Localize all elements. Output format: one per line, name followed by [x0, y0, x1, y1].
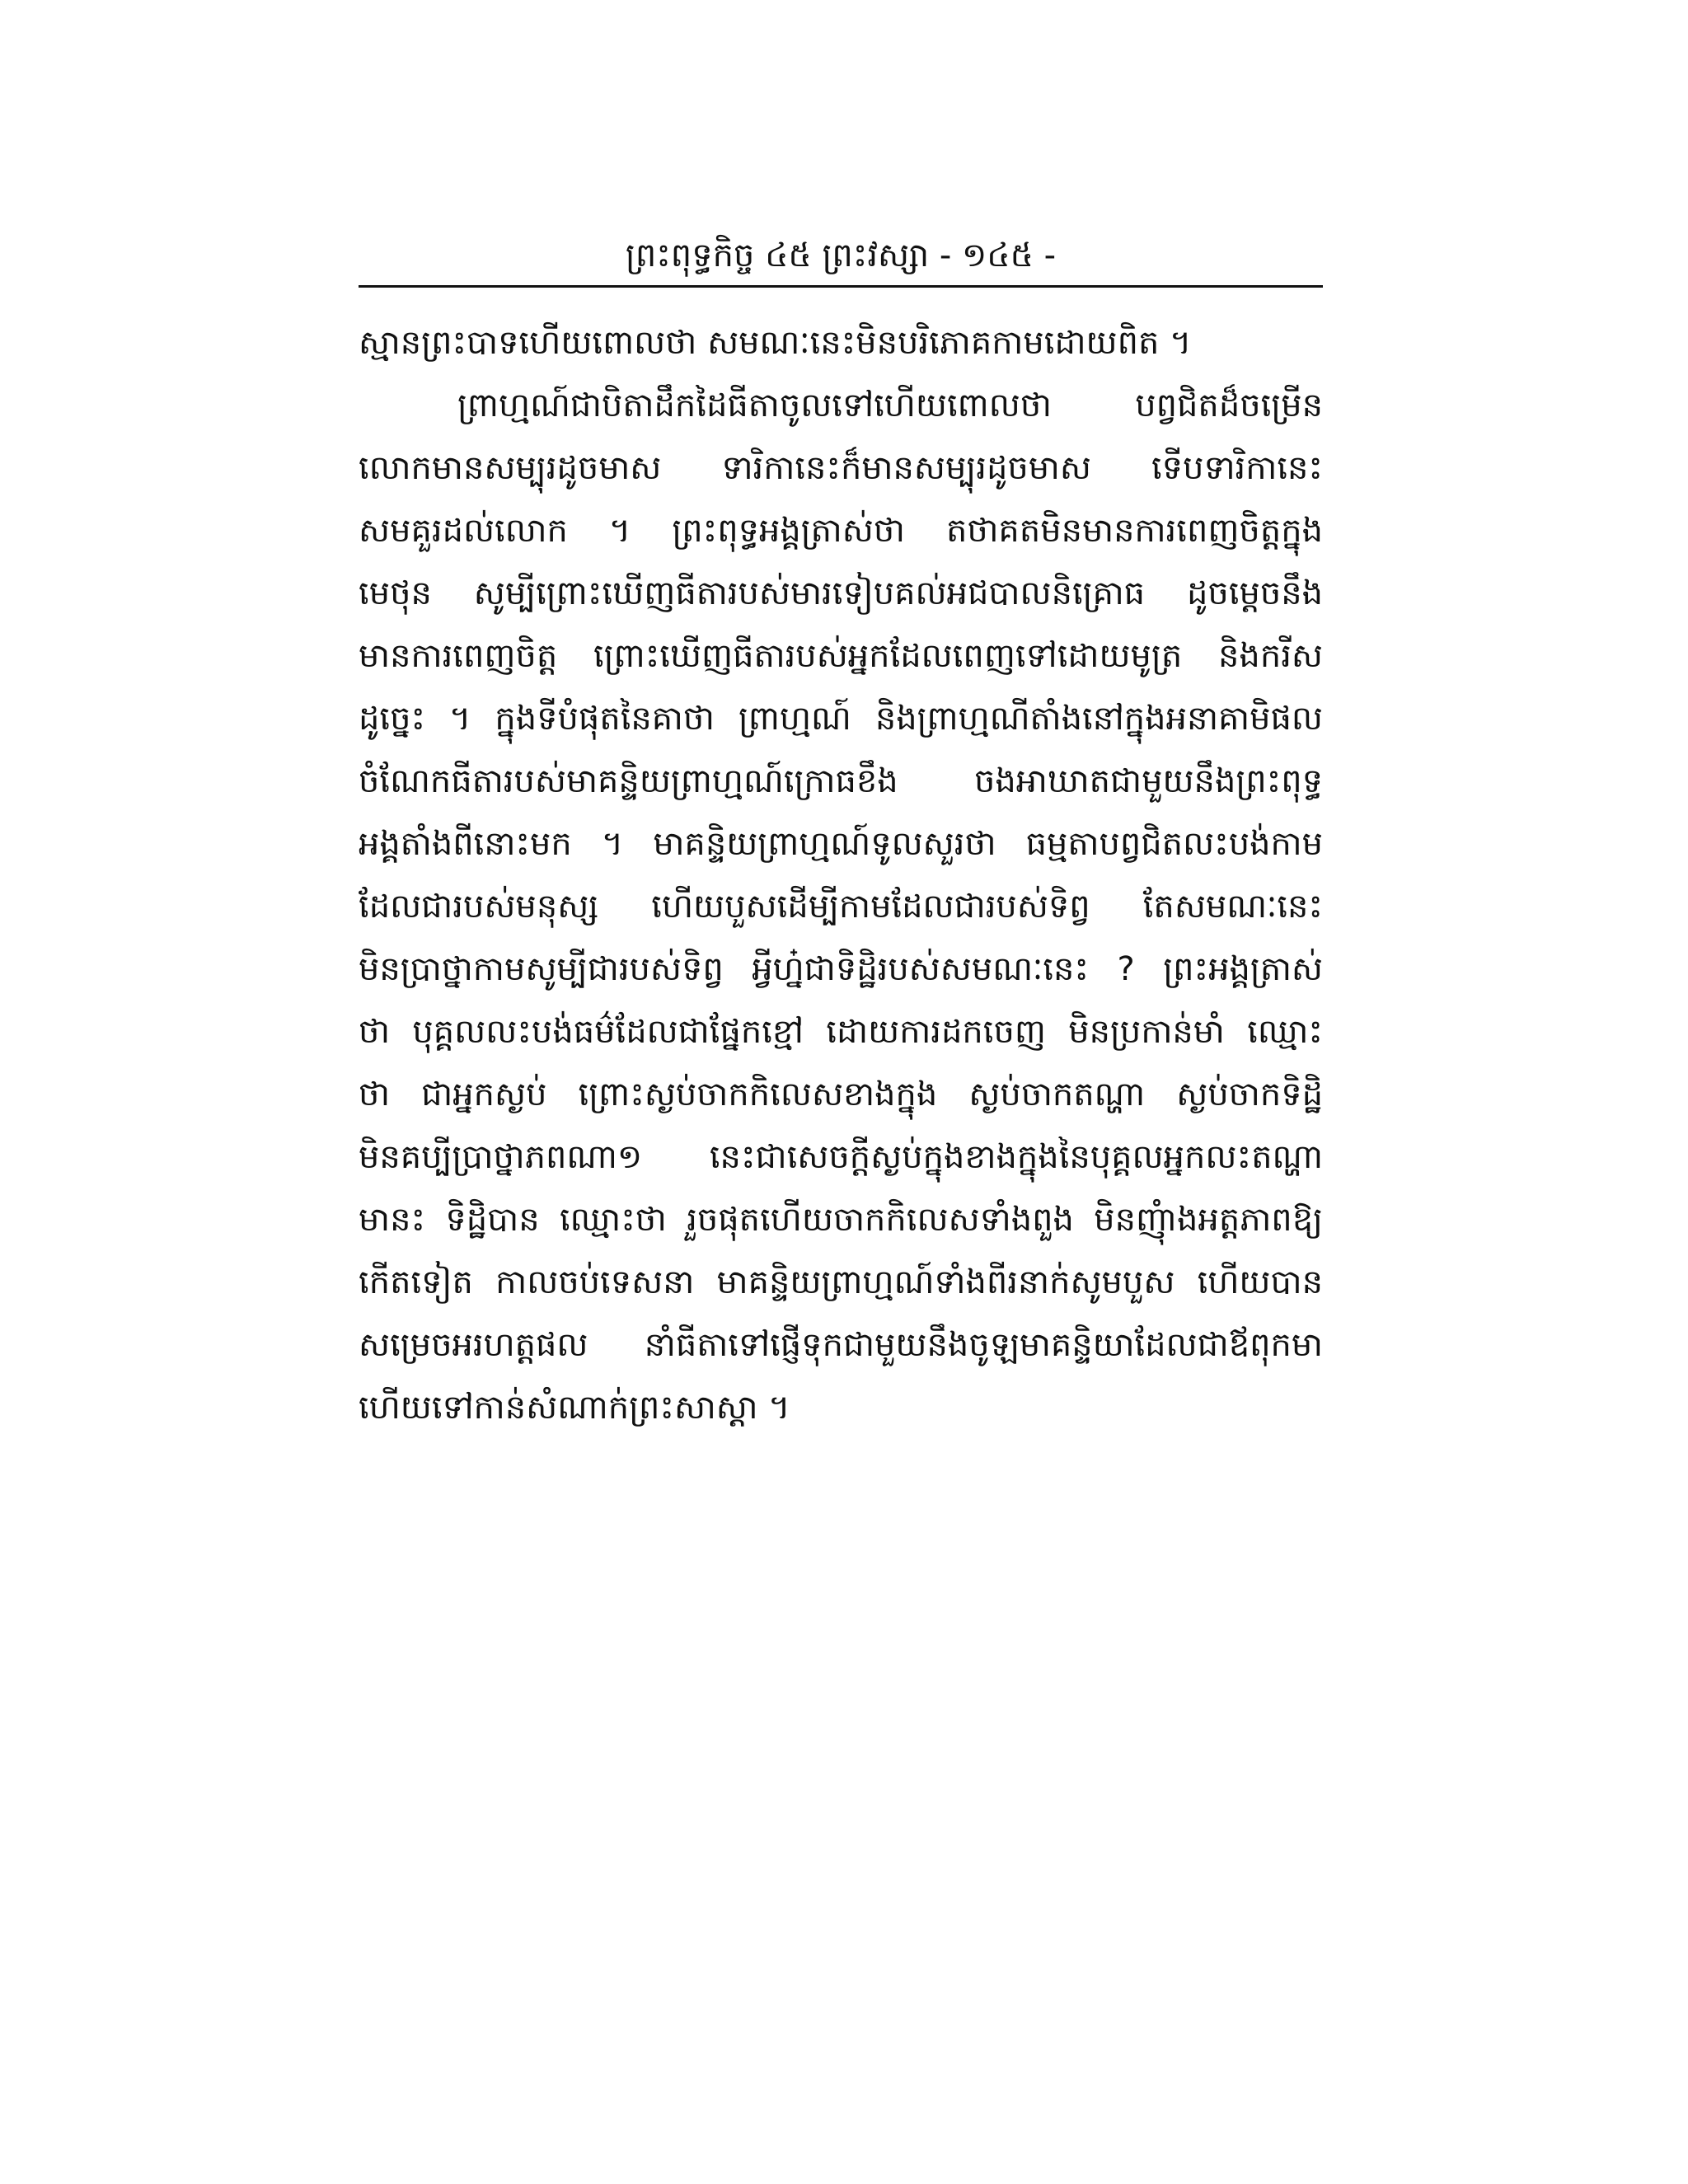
paragraph-line: សម្រេចអរហត្តផល នាំធីតាទៅផ្ញើទុកជាមួយនឹងចូឡមាគន្ទិយាដែលជាឪពុកមា: [359, 1326, 1323, 1364]
paragraph-line: ហើយទៅកាន់សំណាក់ព្រះសាស្តា ។: [359, 1389, 790, 1427]
paragraph-line: ថា បុគ្គលលះបង់ធម៌ដែលជាផ្នែកខ្មៅ ដោយការដកចេញ មិនប្រកាន់មាំ ឈ្មោះ: [359, 1013, 1323, 1051]
paragraph-line: ដូច្នេះ ។ ក្នុងទីបំផុតនៃគាថា ព្រាហ្មណ៍ និងព្រាហ្មណីតាំងនៅក្នុងអនាគាមិផល: [359, 700, 1323, 738]
paragraph-line: ដែលជារបស់មនុស្ស ហើយបួសដើម្បីកាមដែលជារបស់ទិព្វ តែសមណៈនេះ: [359, 888, 1323, 926]
paragraph-line: កើតទៀត កាលចប់ទេសនា មាគន្ទិយព្រាហ្មណ៍ទាំងពីរនាក់សូមបួស ហើយបាន: [359, 1263, 1323, 1301]
paragraph-line: មេថុន សូម្បីព្រោះឃើញធីតារបស់មារទៀបគល់អជបាលនិគ្រោធ ដូចម្តេចនឹង: [359, 574, 1323, 612]
header-rule: [359, 285, 1323, 288]
paragraph-line: មិនគប្បីប្រាថ្នាភពណា១ នេះជាសេចក្តីស្ងប់ក្នុងខាងក្នុងនៃបុគ្គលអ្នកលះតណ្ហា: [359, 1138, 1323, 1176]
paragraph-line: មានការពេញចិត្ត ព្រោះឃើញធីតារបស់អ្នកដែលពេញទៅដោយមូត្រ និងករីស: [359, 637, 1323, 675]
paragraph-line: សមគួរដល់លោក ។ ព្រះពុទ្ធអង្គត្រាស់ថា តថាគតមិនមានការពេញចិត្តក្នុង: [359, 512, 1323, 550]
paragraph-line: ស្មានព្រះបាទហើយពោលថា សមណៈនេះមិនបរិភោគកាមដោយពិត ។: [359, 324, 1192, 362]
running-header: ព្រះពុទ្ធកិច្ច ៤៥ ព្រះវស្សា - ១៤៥ -: [625, 237, 1057, 274]
paragraph-line: ចំណែកធីតារបស់មាគន្ទិយព្រាហ្មណ៍ក្រោធខឹង ចងអាឃាតជាមួយនឹងព្រះពុទ្ធ: [359, 762, 1323, 800]
paragraph-line: លោកមានសម្បុរដូចមាស ទារិកានេះក៏មានសម្បុរដូចមាស ទើបទារិកានេះ: [359, 449, 1323, 487]
paragraph-line: អង្គតាំងពីនោះមក ។ មាគន្ទិយព្រាហ្មណ៍ទូលសួរថា ធម្មតាបព្វជិតលះបង់កាម: [359, 825, 1323, 863]
paragraph-line: ព្រាហ្មណ៍ជាបិតាដឹកដៃធីតាចូលទៅហើយពោលថា បព្វជិតដ៏ចម្រើន: [457, 387, 1323, 424]
paragraph-line: ថា ជាអ្នកស្ងប់ ព្រោះស្ងប់ចាកកិលេសខាងក្នុង ស្ងប់ចាកតណ្ហា ស្ងប់ចាកទិដ្ឋិ: [359, 1076, 1323, 1113]
paragraph-line: មិនប្រាថ្នាកាមសូម្បីជារបស់ទិព្វ អ្វីហ្ន៎ជាទិដ្ឋិរបស់សមណៈនេះ ? ព្រះអង្គត្រាស់: [359, 950, 1323, 988]
body-text: [359, 312, 1323, 1439]
paragraph-line: មានះ ទិដ្ឋិបាន ឈ្មោះថា រួចផុតហើយចាកកិលេសទាំងពួង មិនញុំាងអត្តភាពឱ្យ: [359, 1201, 1323, 1239]
